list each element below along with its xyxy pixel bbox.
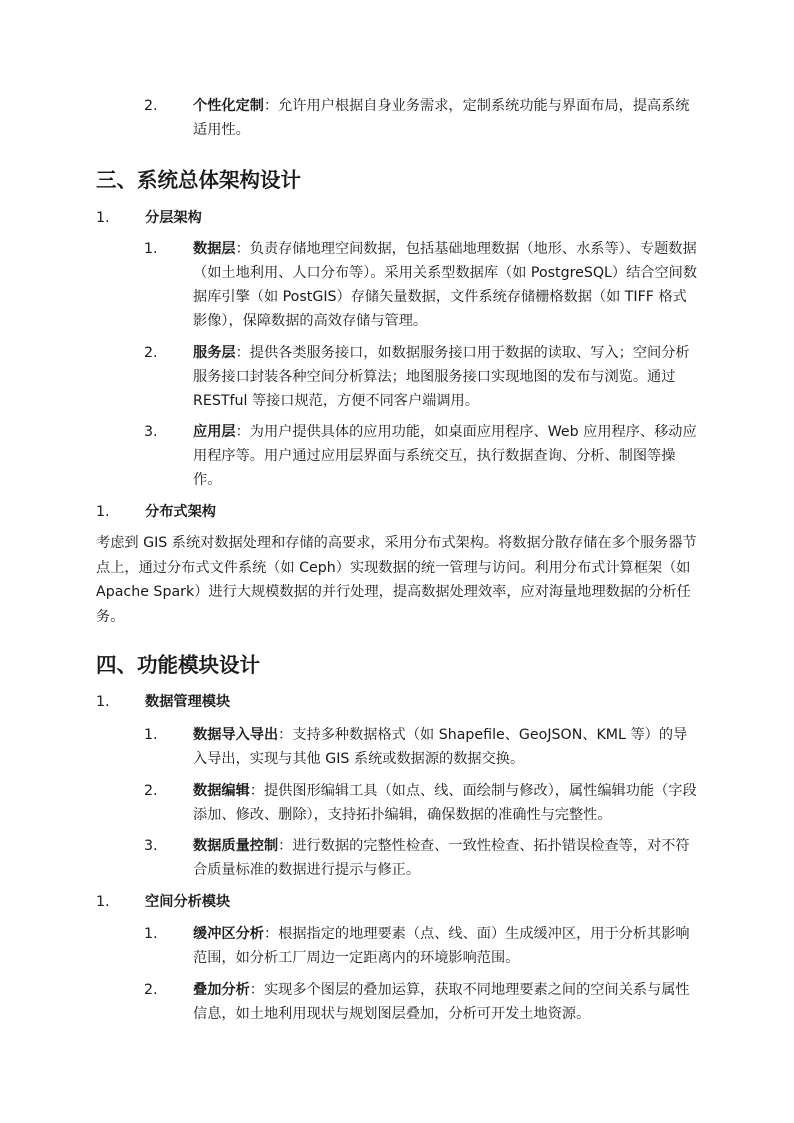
list-item (144, 834, 699, 882)
subsection-label: 分层架构 (145, 210, 202, 226)
list-item (144, 341, 699, 413)
list-number: 3. (144, 838, 158, 854)
item-text: ：进行数据的完整性检查、一致性检查、拓扑错误检查等，对不符合质量标准的数据进行提示与修正。 (193, 838, 690, 878)
list-number: 3. (144, 424, 158, 440)
list-number: 2. (144, 98, 158, 114)
list-item-customization (144, 94, 699, 142)
item-text: ：允许用户根据自身业务需求，定制系统功能与界面布局，提高系统适用性。 (193, 98, 690, 138)
list-number: 1. (96, 894, 110, 910)
list-number: 1. (144, 926, 158, 942)
section-heading-architecture: 三、系统总体架构设计 (96, 168, 301, 192)
list-number: 1. (96, 694, 110, 710)
list-number: 1. (96, 504, 110, 520)
subsection-distributed (96, 500, 216, 524)
item-text: ：实现多个图层的叠加运算，获取不同地理要素之间的空间关系与属性信息，如土地利用现状与规划图层叠加，分析可开发土地资源。 (193, 982, 690, 1022)
list-item (144, 723, 699, 771)
list-item (144, 237, 699, 333)
section-heading-modules: 四、功能模块设计 (96, 653, 260, 677)
subsection-data-management (96, 690, 230, 714)
list-number: 1. (144, 727, 158, 743)
subsection-spatial-analysis (96, 890, 230, 914)
list-number: 2. (144, 783, 158, 799)
subsection-label: 空间分析模块 (145, 894, 231, 910)
item-label: 应用层 (193, 424, 236, 440)
list-item (144, 978, 699, 1026)
item-text: ：提供各类服务接口，如数据服务接口用于数据的读取、写入；空间分析服务接口封装各种空间分析算法；地图服务接口实现地图的发布与浏览。通过 RESTful 等接口规范，方便不同客户端调用。 (193, 345, 690, 409)
list-item (144, 420, 699, 492)
item-label: 叠加分析 (193, 982, 250, 998)
item-label: 数据层 (193, 241, 236, 257)
item-label: 数据导入导出 (193, 727, 279, 743)
item-text: ：提供图形编辑工具（如点、线、面绘制与修改），属性编辑功能（字段添加、修改、删除），支持拓扑编辑，确保数据的准确性与完整性。 (193, 783, 697, 823)
list-number: 2. (144, 345, 158, 361)
item-text: ：为用户提供具体的应用功能，如桌面应用程序、Web 应用程序、移动应用程序等。用户通过应用层界面与系统交互，执行数据查询、分析、制图等操作。 (193, 424, 697, 488)
item-text: ：负责存储地理空间数据，包括基础地理数据（地形、水系等）、专题数据（如土地利用、人口分布等）。采用关系型数据库（如 PostgreSQL）结合空间数据库引擎（如 PostGIS）存储矢量数据，文件系统存储栅格数据（如 TIFF 格式影像），保障数据的高效存储与管理。 (193, 241, 698, 329)
item-text: ：支持多种数据格式（如 Shapefile、GeoJSON、KML 等）的导入导出，实现与其他 GIS 系统或数据源的数据交换。 (193, 727, 688, 767)
list-item (144, 779, 699, 827)
item-label: 个性化定制 (193, 98, 264, 114)
subsection-layered (96, 206, 202, 230)
list-number: 2. (144, 982, 158, 998)
subsection-label: 数据管理模块 (145, 694, 231, 710)
subsection-label: 分布式架构 (145, 504, 216, 520)
list-item (144, 922, 699, 970)
item-text: ：根据指定的地理要素（点、线、面）生成缓冲区，用于分析其影响范围，如分析工厂周边一定距离内的环境影响范围。 (193, 926, 690, 966)
item-label: 数据编辑 (193, 783, 250, 799)
item-label: 服务层 (193, 345, 236, 361)
list-number: 1. (96, 210, 110, 226)
body-paragraph: 考虑到 GIS 系统对数据处理和存储的高要求，采用分布式架构。将数据分散存储在多个服务器节点上，通过分布式文件系统（如 Ceph）实现数据的统一管理与访问。利用分布式计算框架（如 Apache Spark）进行大规模数据的并行处理，提高数据处理效率，应对海量地理数据的分析任务。 (96, 535, 697, 625)
item-label: 缓冲区分析 (193, 926, 264, 942)
item-label: 数据质量控制 (193, 838, 279, 854)
list-number: 1. (144, 241, 158, 257)
